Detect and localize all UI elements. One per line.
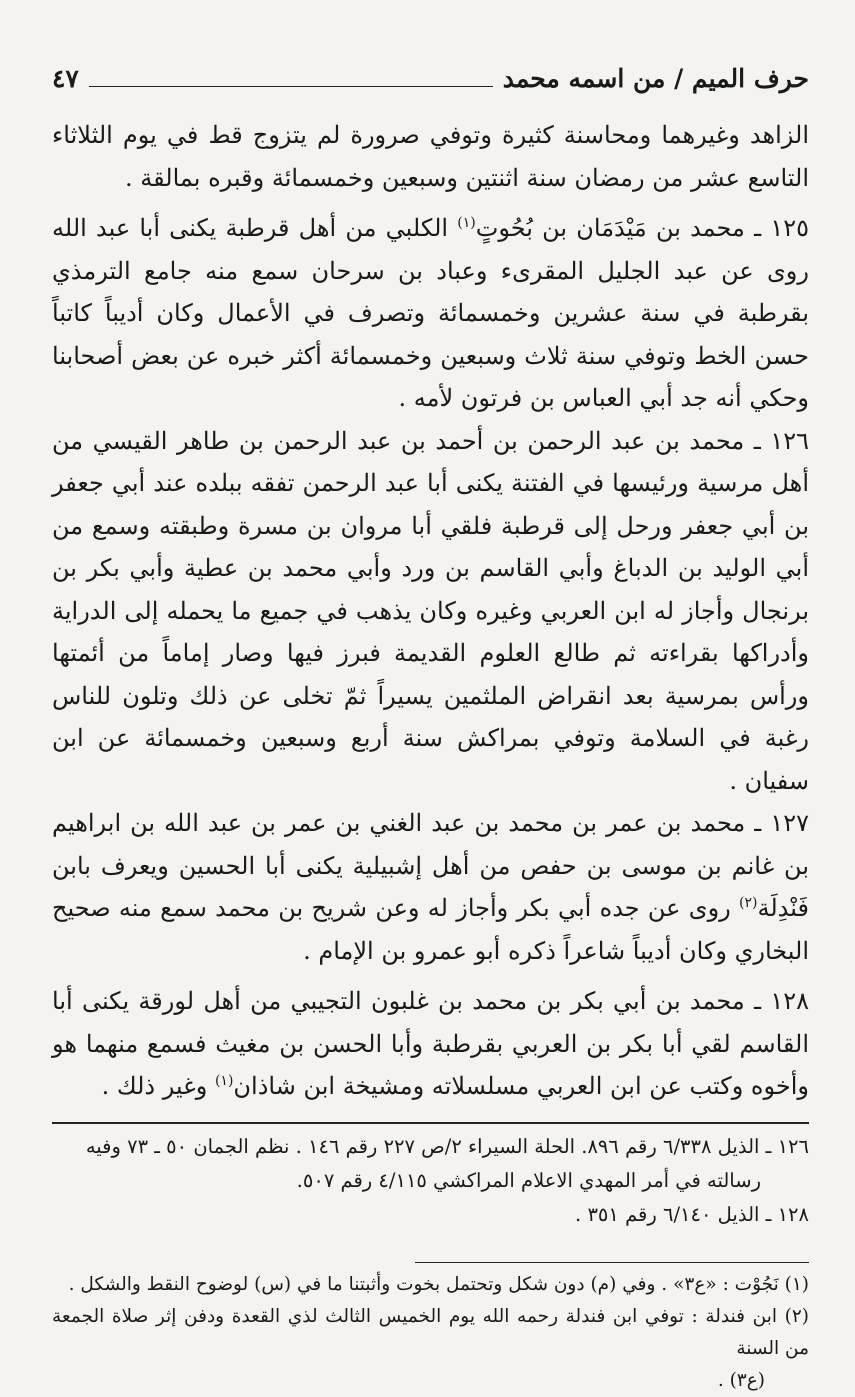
footnote-1: (١) نَجُوْت : «ع٣» . وفي (م) دون شكل وتحتمل بخوت وأثبتنا ما في (س) لوضوح النقط والشكل . bbox=[68, 1273, 809, 1295]
entry-text: ١٢٥ ـ محمد بن مَيْدَمَان بن بُحُوتٍ bbox=[475, 214, 809, 242]
page-number: ٤٧ bbox=[52, 63, 79, 93]
entry-text: الكلبي من أهل قرطبة يكنى أبا عبد الله روى عن عبد الجليل المقرىء وعباد بن سرحان سمع منه جامع الترمذي بقرطبة في سنة عشرين وخمسمائة وتصرف في الأعمال وكان أديباً كاتباً حسن الخط وتوفي سنة ثلاث وسبعين وخمسمائة أكثر خبره عن بعض أصحابنا وحكي أنه جد أبي العباس بن فرتون لأمه . bbox=[52, 214, 809, 412]
reference-126: ١٢٦ ـ الذيل ٦/٣٣٨ رقم ٨٩٦. الحلة السيراء ٢/ص ٢٢٧ رقم ١٤٦ . نظم الجمان ٥٠ ـ ٧٣ وفيه bbox=[85, 1134, 809, 1158]
footnote-marker: (٢) bbox=[739, 895, 758, 911]
footnote-2: (٢) ابن فندلة : توفي ابن فندلة رحمه الله يوم الخميس الثالث لذي القعدة ودفن إثر صلاة الجمعة من السنة bbox=[52, 1305, 809, 1359]
entry-127 bbox=[52, 802, 809, 972]
reference-126-continued: رسالته في أمر المهدي الاعلام المراكشي ٤/١١٥ رقم ٥٠٧. bbox=[296, 1168, 761, 1192]
entry-text: ١٢٧ ـ محمد بن عمر بن محمد بن عبد الغني بن عمر بن عبد الله بن ابراهيم بن غانم بن موسى بن حفص من أهل إشبيلية يكنى أبا الحسين ويعرف بابن فَنْدِلَة bbox=[52, 809, 809, 922]
entry-text: ١٢٨ ـ محمد بن أبي بكر بن محمد بن غلبون التجيبي من أهل لورقة يكنى أبا القاسم لقي أبا بكر بن العربي بقرطبة وأبا الحسن بن مغيث فسمع منهما هو وأخوه وكتب عن ابن العربي مسلسلاته ومشيخة ابن شاذان bbox=[52, 987, 810, 1100]
running-header bbox=[52, 58, 809, 98]
entry-text: روى عن جده أبي بكر وأجاز له وعن شريح بن محمد سمع منه صحيح البخاري وكان أديباً شاعراً ذكره أبو عمرو بن الإمام . bbox=[52, 894, 809, 965]
references-divider bbox=[52, 1122, 809, 1124]
footnote-marker: (١) bbox=[457, 215, 476, 231]
references bbox=[52, 1130, 809, 1232]
footnote-marker: (١) bbox=[214, 1073, 234, 1089]
footnotes-divider bbox=[415, 1262, 809, 1263]
footnotes bbox=[52, 1269, 809, 1397]
running-title: حرف الميم / من اسمه محمد bbox=[502, 63, 809, 93]
entry-text: وغير ذلك . bbox=[101, 1072, 215, 1100]
main-text bbox=[52, 114, 809, 1108]
header-rule bbox=[89, 86, 493, 87]
paragraph-continuation: الزاهد وغيرهما ومحاسنة كثيرة وتوفي صرورة لم يتزوج قط في يوم الثلاثاء التاسع عشر من رمضان سنة اثنتين وسبعين وخمسمائة وقبره بمالقة . bbox=[52, 121, 810, 192]
reference-128: ١٢٨ ـ الذيل ٦/١٤٠ رقم ٣٥١ . bbox=[575, 1202, 809, 1226]
entry-128 bbox=[52, 980, 809, 1108]
entry-125 bbox=[52, 207, 809, 420]
entry-126: ١٢٦ ـ محمد بن عبد الرحمن بن أحمد بن عبد الرحمن بن طاهر القيسي من أهل مرسية ورئيسها في الفتنة يكنى أبا عبد الرحمن تفقه ببلده عند أبي جعفر بن أبي جعفر ورحل إلى قرطبة فلقي أبا مروان بن مسرة وطبقته وسمع من أبي الوليد بن الدباغ وأبي القاسم بن ورد وأبي محمد بن عطية وأبي بكر بن برنجال وأجاز له ابن العربي وغيره وكان يذهب في جميع ما يحمله إلى الدراية وأدراكها بقراءته ثم طالع العلوم القديمة فبرز فيها وصار إماماً من أئمتها ورأس بمرسية بعد انقراض الملثمين يسيراً ثمّ تخلى عن ذلك وتلون للناس رغبة في السلامة وتوفي بمراكش سنة أربع وسبعين وخمسمائة عن ابن سفيان . bbox=[52, 426, 810, 795]
footnote-2-continued: (ع٣) . bbox=[717, 1369, 765, 1391]
